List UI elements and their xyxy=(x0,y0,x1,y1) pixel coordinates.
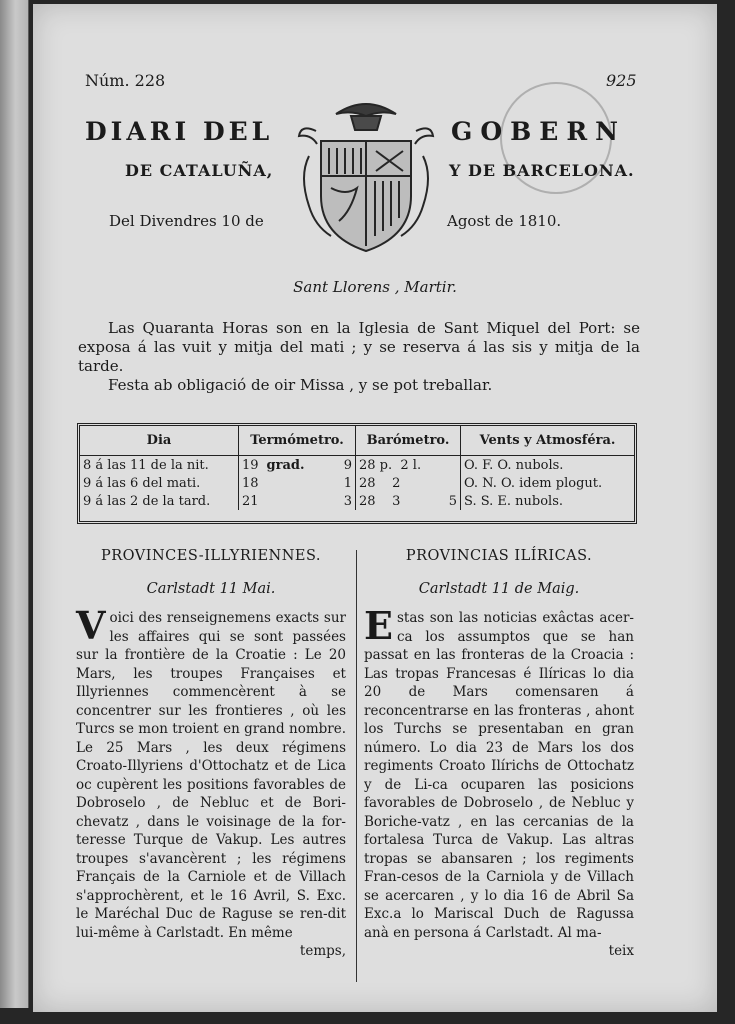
thermo-fraction: 3 xyxy=(343,493,352,509)
thermo-fraction: 9 xyxy=(343,457,352,473)
cell-thermometer xyxy=(239,456,356,475)
thermo-value: 18 xyxy=(242,475,259,491)
article-column-catalan xyxy=(364,547,634,961)
masthead-subtitle-right: Y DE BARCELONA. xyxy=(449,161,635,180)
baro-fraction: 5 xyxy=(448,493,457,509)
table-row xyxy=(80,474,634,492)
weather-table xyxy=(77,423,637,524)
thermo-value: 19 xyxy=(242,457,259,473)
cell-barometer xyxy=(356,456,461,475)
thermo-unit: grad. xyxy=(266,457,305,473)
thermo-value: 21 xyxy=(242,493,259,509)
coat-of-arms-icon xyxy=(291,96,441,256)
column-body xyxy=(76,603,346,942)
drop-cap: E xyxy=(364,603,393,648)
cell-day: 8 á las 11 de la nit. xyxy=(80,456,239,475)
baro-value: 28 p. xyxy=(359,457,393,473)
baro-value: 28 xyxy=(359,493,376,509)
column-body-text: stas son las noticias exâctas acer-ca los assumptos que se han passat en las fronteras de la Croacia : Las tropas Francesas é Ilíricas lo dia 20 de Mars comensaren á reconcentrarse en las fronteras , ahont los Turchs se presentaban en gran número. Lo dia 23 de Mars los dos regiments Croato Ilírichs de Ottochatz y de Li-ca ocuparen las posicions favorables de Dobroselo , de Nebluc y Boriche-vatz , en las cercanias de la fortalesa Turca de Vakup. Las altras tropas se abansaren ; los regiments Fran-cesos de la Carniola y de Villach se acercaren , y lo dia 16 de Abril Sa Exc.a lo Mariscal Duch de Ragussa anà en persona á Carlstadt. Al ma- xyxy=(364,610,634,941)
religious-notice xyxy=(78,319,640,395)
drop-cap: V xyxy=(76,603,106,648)
cell-thermometer xyxy=(239,474,356,492)
cell-winds: O. F. O. nubols. xyxy=(464,457,564,473)
issue-date-left: Del Divendres 10 de xyxy=(109,212,264,230)
cell-winds: O. N. O. idem plogut. xyxy=(464,475,603,491)
issue-date-right: Agost de 1810. xyxy=(447,212,562,230)
article-column-french xyxy=(76,547,346,961)
table-header-row xyxy=(80,426,634,456)
page-number: 925 xyxy=(606,71,637,90)
cell-thermometer xyxy=(239,492,356,510)
masthead-subtitle-left: DE CATALUÑA, xyxy=(125,161,274,180)
column-body-text: oici des renseignemens exacts sur les affaires qui se sont passées sur la frontière de la Croatie : Le 20 Mars, les troupes Françaises et Illyriennes commencèrent à se concentrer sur les frontieres , où les Turcs se mon troient en grand nombre. Le 25 Mars , les deux régimens Croato-Illyriens d'Ottochatz et de Lica oc cupèrent les positions favorables de Dobroselo , de Nebluc et de Bori-chevatz , dans le voisinage de la for-teresse Turque de Vakup. Les autres troupes s'avancèrent ; les régimens Français de la Carniole et de Villach s'approchèrent, et le 16 Avril, S. Exc. le Maréchal Duc de Raguse se ren-dit lui-même à Carlstadt. En même xyxy=(76,610,346,941)
cell-barometer xyxy=(356,474,461,492)
column-header-winds: Vents y Atmosféra. xyxy=(461,426,635,456)
cell-day: 9 á las 6 del mati. xyxy=(80,474,239,492)
notice-paragraph: Las Quaranta Horas son en la Iglesia de Sant Miquel del Port: se exposa á las vuit y mitja del mati ; y se reserva á las sis y mitja de la tarde. xyxy=(78,319,640,375)
column-header-barometer: Barómetro. xyxy=(356,426,461,456)
column-dateline: Carlstadt 11 de Maig. xyxy=(418,580,580,597)
cell-barometer xyxy=(356,492,461,510)
table-row xyxy=(80,492,634,510)
baro-lines: 2 l. xyxy=(400,457,422,473)
saint-of-the-day: Sant Llorens , Martir. xyxy=(293,278,457,296)
masthead-title-right: GOBERN xyxy=(451,117,626,146)
catchword: temps, xyxy=(299,943,346,959)
cell-day: 9 á las 2 de la tard. xyxy=(80,492,239,510)
table-row xyxy=(80,456,634,475)
column-dateline: Carlstadt 11 Mai. xyxy=(146,580,276,597)
column-body xyxy=(364,603,634,942)
baro-value: 28 xyxy=(359,475,376,491)
issue-number: Núm. 228 xyxy=(85,71,166,90)
column-heading: PROVINCIAS ILÍRICAS. xyxy=(405,548,593,564)
masthead-title-left: DIARI DEL xyxy=(85,117,274,146)
newspaper-page xyxy=(33,4,717,1012)
column-header-thermometer: Termómetro. xyxy=(239,426,356,456)
thermo-fraction: 1 xyxy=(343,475,352,491)
baro-lines: 2 xyxy=(392,475,401,491)
cell-winds: S. S. E. nubols. xyxy=(464,493,564,509)
column-heading: PROVINCES-ILLYRIENNES. xyxy=(100,548,322,564)
catchword: teix xyxy=(608,943,634,959)
baro-lines: 3 xyxy=(392,493,401,509)
notice-paragraph: Festa ab obligació de oir Missa , y se pot treballar. xyxy=(108,376,493,394)
column-header-day: Dia xyxy=(80,426,239,456)
column-divider xyxy=(356,550,357,982)
left-page-edge xyxy=(0,0,29,1008)
